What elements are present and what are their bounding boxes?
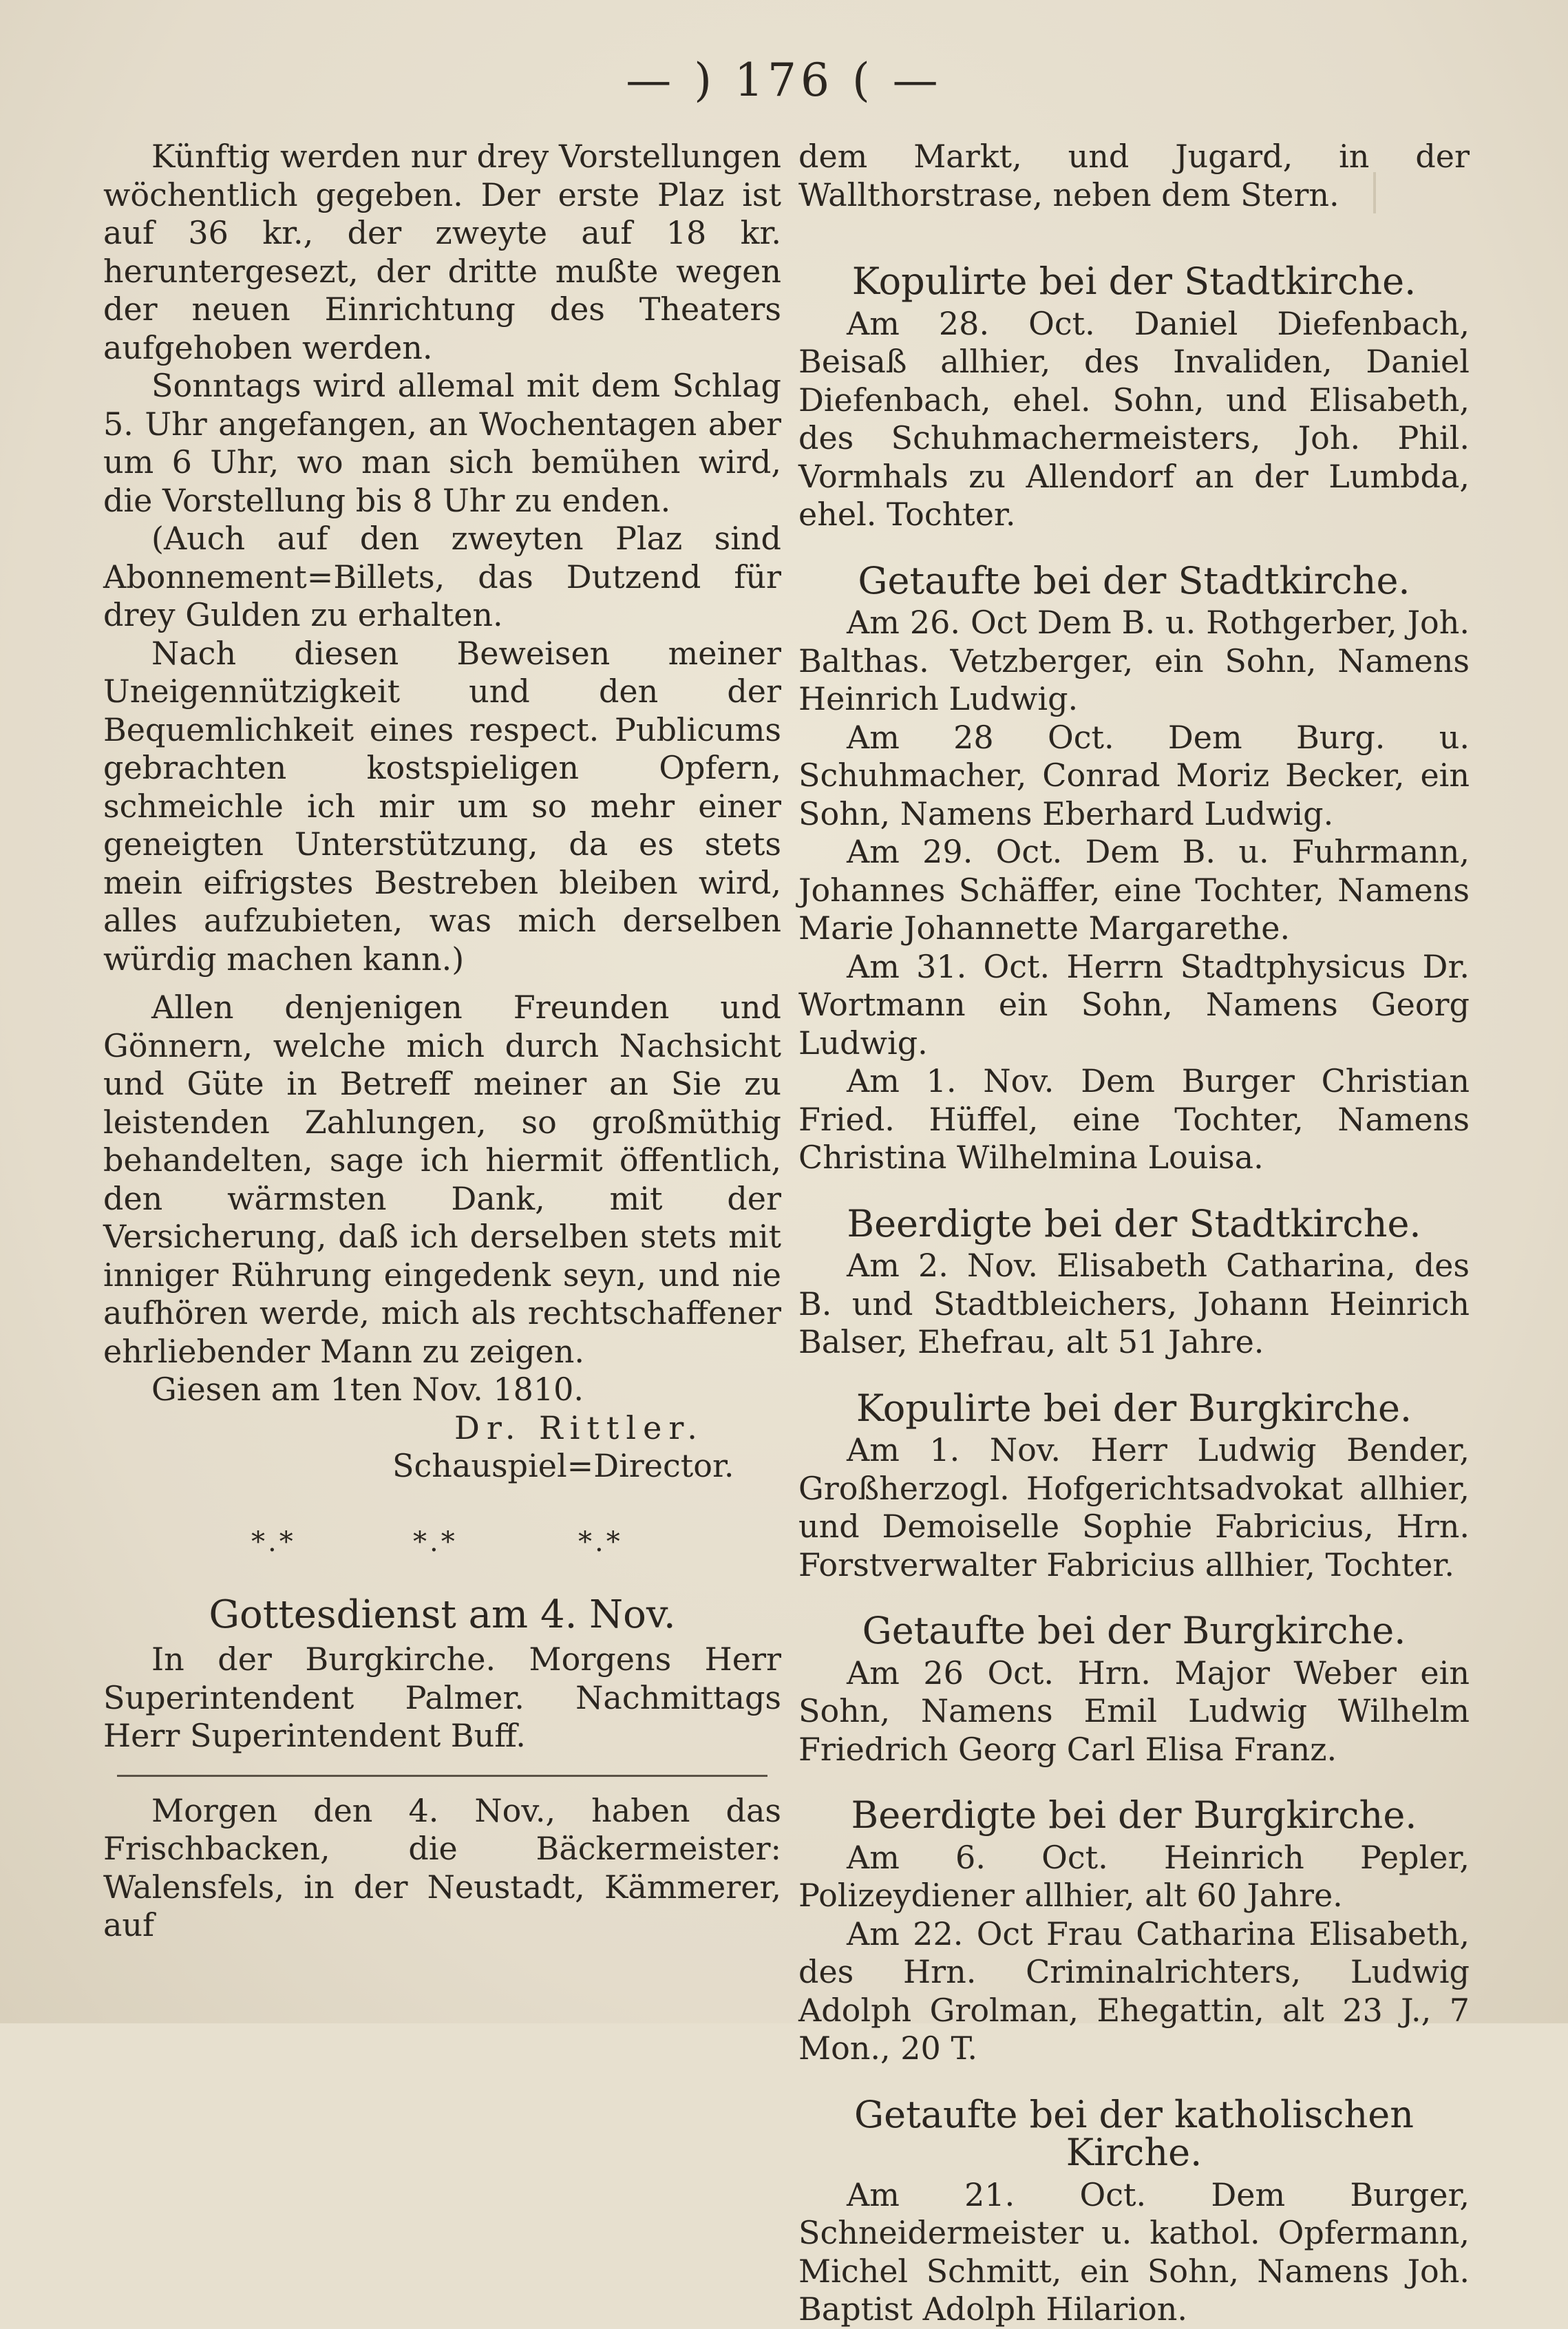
section-rule (117, 1775, 767, 1777)
signature-name: Dr. Rittler. (454, 1409, 704, 1446)
asterism-2: *.* (413, 1526, 458, 1558)
section-heading: Beerdigte bei der Stadtkirche. (847, 1201, 1421, 1245)
theater-paragraph-2: Sonntags wird allemal mit dem Schlag 5. Uhr angefangen, an Wochentagen aber um 6 Uhr, wo man sich bemühen wird, die Vorstellung bis 8 Uhr zu enden. (103, 367, 781, 519)
page-number-header: — ) 176 ( — (626, 54, 942, 107)
signature-title: Schauspiel=Director. (392, 1447, 734, 1484)
section-heading: Getaufte bei der katholischen Kirche. (854, 2092, 1414, 2174)
continuation-text: dem Markt, und Jugard, in der Wallthorstrase, neben dem Stern. (798, 138, 1470, 213)
theater-paragraph-3: (Auch auf den zweyten Plaz sind Abonnement=Billets, das Dutzend für drey Gulden zu erhalten. (103, 520, 781, 633)
right-column (798, 138, 1470, 2329)
section-heading: Getaufte bei der Burgkirche. (862, 1609, 1406, 1652)
register-entry: Am 1. Nov. Dem Burger Christian Fried. Hüffel, eine Tochter, Namens Christina Wilhelmina Louisa. (798, 1062, 1470, 1176)
register-entry: Am 26. Oct Dem B. u. Rothgerber, Joh. Balthas. Vetzberger, ein Sohn, Namens Heinrich Ludwig. (798, 604, 1470, 717)
section-heading: Kopulirte bei der Burgkirche. (856, 1386, 1412, 1430)
service-text: In der Burgkirche. Morgens Herr Superintendent Palmer. Nachmittags Herr Superintendent Buff. (103, 1641, 781, 1754)
register-entry: Am 26 Oct. Hrn. Major Weber ein Sohn, Namens Emil Ludwig Wilhelm Friedrich Georg Carl Elisa Franz. (798, 1654, 1470, 1768)
register-entry: Am 1. Nov. Herr Ludwig Bender, Großherzogl. Hofgerichtsadvokat allhier, und Demoiselle Sophie Fabricius, Hrn. Forstverwalter Fabricius allhier, Tochter. (798, 1431, 1470, 1583)
register-entry: Am 2. Nov. Elisabeth Catharina, des B. und Stadtbleichers, Johann Heinrich Balser, Ehefrau, alt 51 Jahre. (798, 1247, 1470, 1360)
register-entry: Am 29. Oct. Dem B. u. Fuhrmann, Johannes Schäffer, eine Tochter, Namens Marie Johannette Margarethe. (798, 833, 1470, 947)
theater-paragraph-1: Künftig werden nur drey Vorstellungen wöchentlich gegeben. Der erste Plaz ist auf 36 kr., der zweyte auf 18 kr. heruntergesezt, der dritte mußte wegen der neuen Einrichtung des Theaters aufgehoben werden. (103, 138, 781, 366)
register-entry: Am 6. Oct. Heinrich Pepler, Polizeydiener allhier, alt 60 Jahre. (798, 1838, 1470, 1914)
service-heading: Gottesdienst am 4. Nov. (209, 1592, 676, 1637)
register-entry: Am 28 Oct. Dem Burg. u. Schuhmacher, Conrad Moriz Becker, ein Sohn, Namens Eberhard Ludwig. (798, 718, 1470, 832)
theater-paragraph-4: Nach diesen Beweisen meiner Uneigennützigkeit und den der Bequemlichkeit eines respect. Publicums gebrachten kostspieligen Opfern, schmeichle ich mir um so mehr einer geneigten Unterstützung, da es stets mein eifrigstes Bestreben bleiben wird, alles aufzubieten, was mich derselben würdig machen kann.) (103, 634, 781, 978)
register-entry: Am 21. Oct. Dem Burger, Schneidermeister u. kathol. Opfermann, Michel Schmitt, ein Sohn, Namens Joh. Baptist Adolph Hilarion. (798, 2175, 1470, 2328)
asterism-3: *.* (578, 1526, 623, 1558)
section-heading: Kopulirte bei der Stadtkirche. (851, 260, 1417, 303)
register-entry: Am 28. Oct. Daniel Diefenbach, Beisaß allhier, des Invaliden, Daniel Diefenbach, ehel. Sohn, und Elisabeth, des Schuhmachermeisters, Joh. Phil. Vormhals zu Allendorf an der Lumbda, ehel. Tochter. (798, 304, 1470, 533)
left-column (103, 138, 781, 1945)
asterism-divider (103, 1510, 781, 1575)
asterism-1: *.* (251, 1526, 296, 1558)
register-entry: Am 31. Oct. Herrn Stadtphysicus Dr. Wortmann ein Sohn, Namens Georg Ludwig. (798, 947, 1470, 1062)
bakers-text: Morgen den 4. Nov., haben das Frischbacken, die Bäckermeister: Walensfels, in der Neustadt, Kämmerer, auf (103, 1791, 781, 1943)
date-line: Giesen am 1ten Nov. 1810. (151, 1371, 584, 1408)
theater-paragraph-5: Allen denjenigen Freunden und Gönnern, welche mich durch Nachsicht und Güte in Betreff meiner an Sie zu leistenden Zahlungen, so großmüthig behandelten, sage ich hiermit öffentlich, den wärmsten Dank, mit der Versicherung, daß ich derselben stets mit inniger Rührung eingedenk seyn, und nie aufhören werde, mich als rechtschaffener ehrliebender Mann zu zeigen. (103, 989, 781, 1370)
section-heading: Getaufte bei der Stadtkirche. (858, 558, 1410, 602)
register-entry: Am 22. Oct Frau Catharina Elisabeth, des Hrn. Criminalrichters, Ludwig Adolph Grolman, Ehegattin, alt 23 J., 7 Mon., 20 T. (798, 1915, 1470, 2067)
section-heading: Beerdigte bei der Burgkirche. (851, 1793, 1417, 1837)
